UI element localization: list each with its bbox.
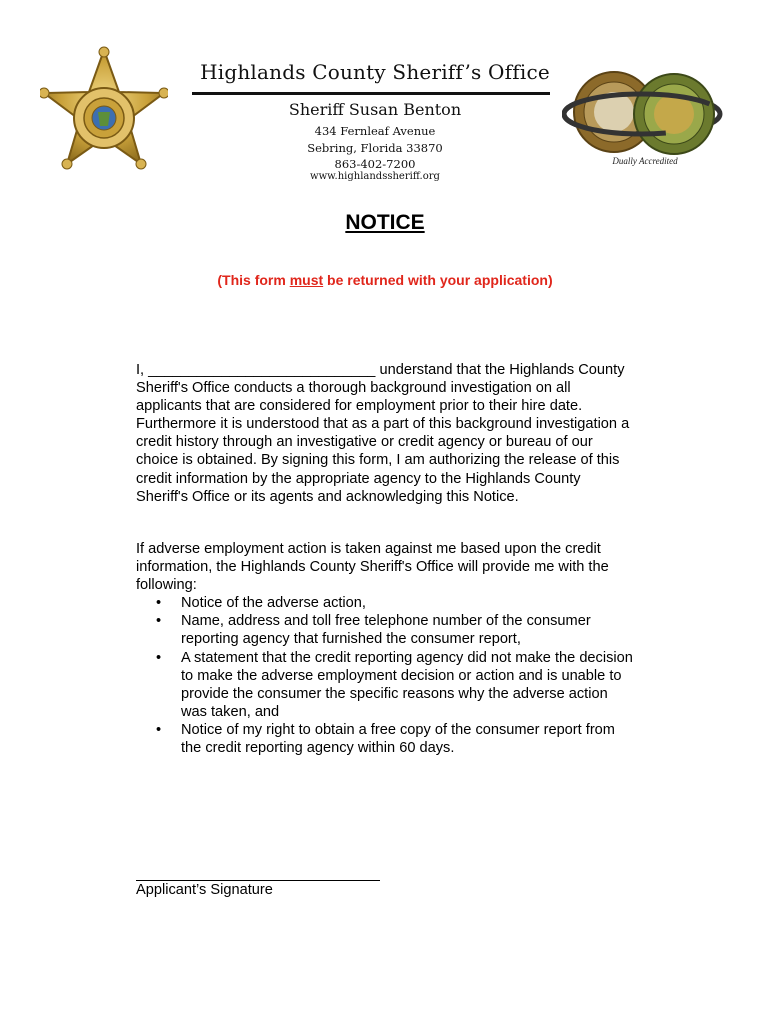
list-item <box>136 721 636 757</box>
signature-label: Applicant’s Signature <box>136 882 273 898</box>
phone-number: 863-402-7200 <box>334 157 416 171</box>
adverse-action-section <box>136 540 636 757</box>
bullet-icon: • <box>156 721 162 738</box>
list-item <box>136 649 636 721</box>
bullet-icon: • <box>156 595 162 612</box>
return-instruction <box>0 272 770 288</box>
list-item <box>136 612 636 648</box>
office-title: Highlands County Sheriff’s Office <box>200 60 550 84</box>
return-instruction-prefix: (This form <box>217 272 290 288</box>
accreditation-seals-icon <box>562 62 724 166</box>
sheriff-name: Sheriff Susan Benton <box>288 100 462 119</box>
accreditation-note: Dually Accredited <box>612 156 678 166</box>
condition-text: A statement that the credit reporting agency did not make the decision to make the adverse employment decision or action and is unable to provide the consumer the specific reasons why the adverse action was taken, and <box>181 649 633 720</box>
list-item <box>136 594 636 612</box>
authorization-paragraph: I, ____________________________ understand that the Highlands County Sheriff's Office conducts a thorough background investigation on all applicants that are considered for employment prior to their hire date. Furthermore it is understood that as a part of this background investigation a credit history through an investigative or credit agency or bureau of our choice is obtained. By signing this form, I am authorizing the release of this credit information by the appropriate agency to the Highlands County Sheriff's Office or its agents and acknowledging this Notice. <box>136 362 630 505</box>
conditions-list <box>136 594 636 757</box>
return-instruction-emphasis: must <box>289 272 324 288</box>
signature-line[interactable] <box>136 880 380 881</box>
sheriff-star-badge-icon <box>40 46 168 176</box>
notice-heading: NOTICE <box>345 211 425 234</box>
bullet-icon: • <box>156 613 162 630</box>
condition-text: Notice of the adverse action, <box>181 595 366 612</box>
address-street: 434 Fernleaf Avenue <box>314 124 436 138</box>
website-link[interactable]: www.highlandssheriff.org <box>310 171 440 182</box>
title-divider <box>192 92 550 95</box>
adverse-action-intro: If adverse employment action is taken against me based upon the credit information, the Highlands County Sheriff's Office will provide me with the following: <box>136 541 609 594</box>
condition-text: Notice of my right to obtain a free copy of the consumer report from the credit reporting agency within 60 days. <box>181 721 615 757</box>
address-city: Sebring, Florida 33870 <box>307 141 443 155</box>
bullet-icon: • <box>156 649 162 666</box>
condition-text: Name, address and toll free telephone number of the consumer reporting agency that furnished the consumer report, <box>181 613 591 648</box>
return-instruction-suffix: be returned with your application) <box>323 272 553 288</box>
